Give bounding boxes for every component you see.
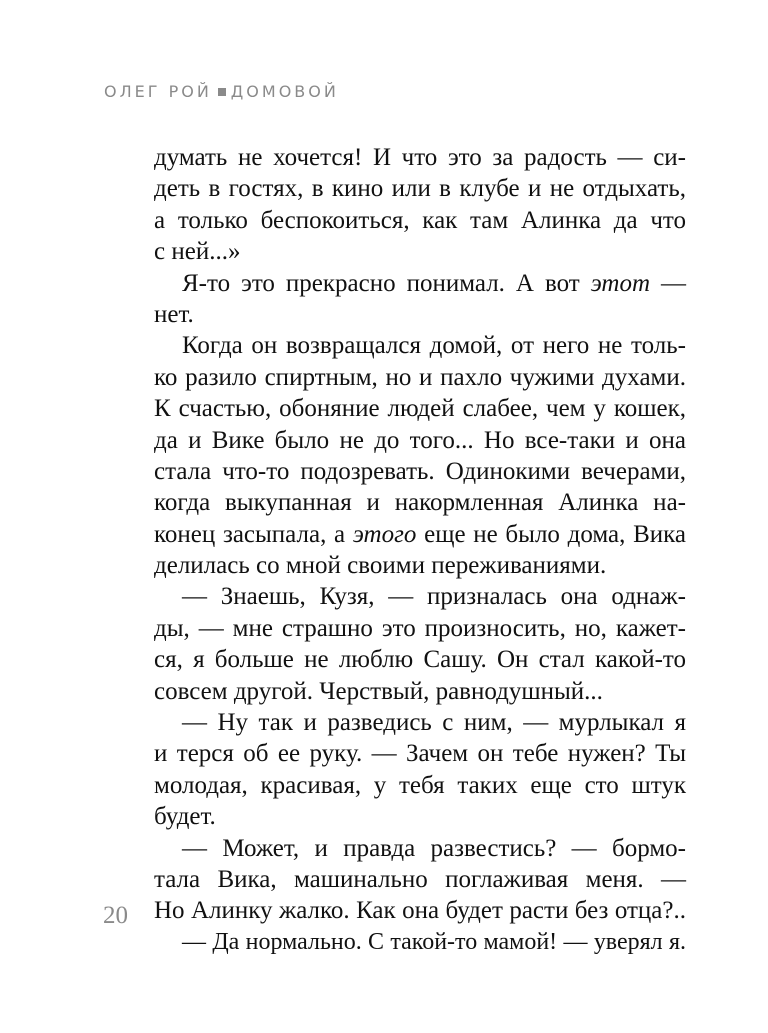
- text-line: совсем другой. Черствый, равнодушный...: [154, 677, 603, 705]
- text-line: [154, 268, 686, 299]
- separator-square-icon: [218, 88, 226, 96]
- text-line: Когда он возвращался домой, от него не толь-: [182, 332, 686, 360]
- text-fragment: Я-то это прекрасно понимал. А вот: [182, 269, 580, 297]
- text-line: деть в гостях, в кино или в клубе и не отдыхать,: [154, 175, 686, 203]
- text-line: ко разило спиртным, но и пахло чужими духами.: [154, 363, 686, 391]
- text-fragment: конец засыпала, а: [154, 520, 346, 548]
- text-fragment: еще не было дома, Вика: [424, 520, 687, 548]
- text-line: ды, — мне страшно это произносить, но, кажет-: [154, 614, 686, 642]
- text-fragment: —: [661, 269, 687, 297]
- text-line: ся, я больше не люблю Сашу. Он стал какой-то: [154, 646, 686, 674]
- text-line: Но Алинку жалко. Как она будет расти без отца?..: [154, 897, 686, 925]
- text-line: — Может, и правда развестись? — бормо-: [182, 834, 686, 862]
- text-line: думать не хочется! И что это за радость — си-: [154, 144, 686, 171]
- page-number: 20: [103, 902, 128, 929]
- text-line: стала что-то подозревать. Одинокими вечерами,: [154, 457, 686, 485]
- text-line: [154, 519, 686, 550]
- text-line: — Знаешь, Кузя, — призналась она однаж-: [182, 583, 686, 611]
- running-head: [104, 82, 339, 101]
- text-line: да и Вике было не до того... Но все-таки и она: [154, 426, 686, 454]
- header-title: ДОМОВОЙ: [230, 82, 339, 101]
- text-line: будет.: [154, 803, 216, 831]
- italic-word: этого: [352, 520, 417, 548]
- text-line: и терся об ее руку. — Зачем он тебе нужен? Ты: [154, 740, 686, 768]
- text-line: — Ну так и разведись с ним, — мурлыкал я: [182, 709, 686, 737]
- text-line: с ней...»: [154, 238, 241, 266]
- text-line: молодая, красивая, у тебя таких еще сто штук: [154, 771, 686, 799]
- italic-word: этот: [590, 269, 651, 297]
- text-line: а только беспокоиться, как там Алинка да что: [154, 206, 686, 234]
- text-line: К счастью, обоняние людей слабее, чем у кошек,: [154, 395, 686, 423]
- header-author: ОЛЕГ РОЙ: [104, 82, 212, 101]
- text-line: тала Вика, машинально поглаживая меня. —: [154, 865, 686, 893]
- text-line: делилась со мной своими переживаниями.: [154, 552, 607, 580]
- text-line: — Да нормально. С такой-то мамой! — уверял я.: [182, 928, 686, 955]
- text-line: нет.: [154, 300, 194, 328]
- text-line: когда выкупанная и накормленная Алинка на-: [154, 489, 686, 517]
- body-text: [154, 142, 686, 958]
